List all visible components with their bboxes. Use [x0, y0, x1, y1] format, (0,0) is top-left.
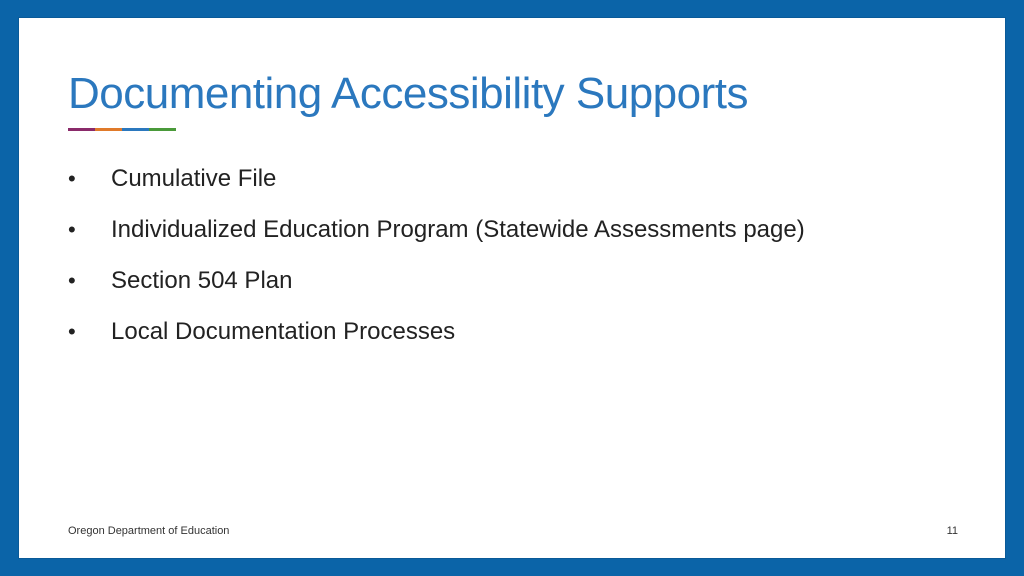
bullet-list: [68, 153, 805, 357]
accent-segment: [68, 128, 95, 131]
bullet-item: [68, 153, 805, 204]
bullet-text: Cumulative File: [111, 164, 277, 192]
accent-segment: [95, 128, 122, 131]
bullet-icon: •: [68, 216, 76, 242]
accent-segment: [122, 128, 149, 131]
bullet-icon: •: [68, 318, 76, 344]
bullet-text: Local Documentation Processes: [111, 317, 456, 345]
bullet-text: Individualized Education Program (Statewide Assessments page): [111, 215, 805, 243]
footer-organization: Oregon Department of Education: [68, 525, 230, 537]
page-number: 11: [946, 525, 958, 537]
bullet-item: [68, 255, 805, 306]
bullet-item: [68, 306, 805, 357]
accent-segment: [149, 128, 176, 131]
bullet-icon: •: [68, 267, 76, 293]
bullet-text: Section 504 Plan: [111, 266, 293, 294]
slide-title: Documenting Accessibility Supports: [68, 69, 748, 118]
title-accent-bar: [68, 128, 176, 131]
bullet-item: [68, 204, 805, 255]
bullet-icon: •: [68, 165, 76, 191]
slide: [18, 17, 1006, 559]
